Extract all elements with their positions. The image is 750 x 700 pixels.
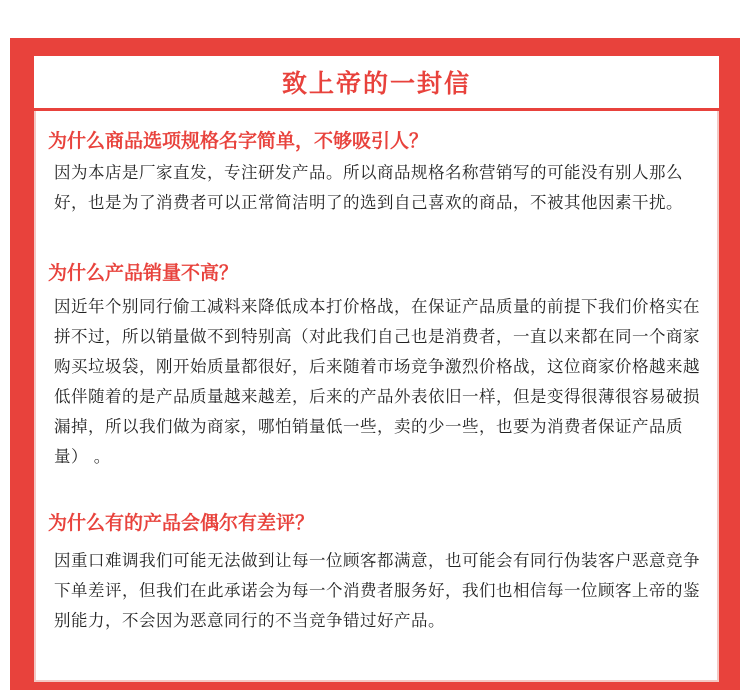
title-bar xyxy=(34,56,719,111)
faq-question: 为什么产品销量不高？ xyxy=(48,262,239,284)
faq-question: 为什么商品选项规格名字简单，不够吸引人？ xyxy=(48,130,429,152)
page-title: 致上帝的一封信 xyxy=(281,69,471,98)
faq-section-1 xyxy=(34,128,719,218)
faq-answer: 因近年个别同行偷工减料来降低成本打价格战，在保证产品质量的前提下我们价格实在拼不过，所以销量做不到特别高（对此我们自己也是消费者，一直以来都在同一个商家购买垃圾袋，刚开始质量都很好，后来随着市场竞争激烈价格战，这位商家价格越来越低伴随着的是产品质量越来越差，后来的产品外表依旧一样，但是变得很薄很容易破损漏掉，所以我们做为商家，哪怕销量低一些，卖的少一些，也要为消费者保证产品质量） 。 xyxy=(54,297,700,466)
faq-question: 为什么有的产品会偶尔有差评？ xyxy=(48,512,315,534)
faq-answer: 因为本店是厂家直发，专注研发产品。所以商品规格名称营销写的可能没有别人那么好，也是为了消费者可以正常简洁明了的选到自己喜欢的商品，不被其他因素干扰。 xyxy=(54,163,683,212)
faq-section-3 xyxy=(34,510,719,636)
faq-section-2 xyxy=(34,260,719,472)
faq-answer: 因重口难调我们可能无法做到让每一位顾客都满意，也可能会有同行伪装客户恶意竞争下单差评，但我们在此承诺会为每一个消费者服务好，我们也相信每一位顾客上帝的鉴别能力，不会因为恶意同行的不当竞争错过好产品。 xyxy=(54,551,700,630)
